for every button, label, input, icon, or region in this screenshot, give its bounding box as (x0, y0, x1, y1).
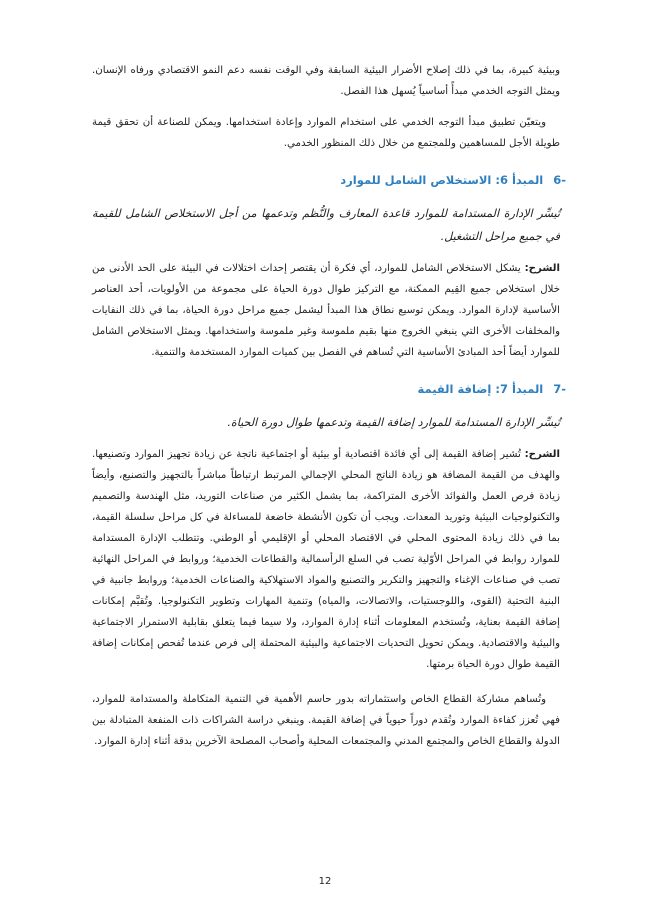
section-6-explanation-label: الشرح: (524, 263, 560, 274)
section-7-statement: تُيسِّر الإدارة المستدامة للموارد إضافة القيمة وتدعمها طوال دورة الحياة. (227, 416, 560, 429)
section-6-explanation-text: يشكل الاستخلاص الشامل للموارد، أي فكرة أن يقتصر إحداث اختلالات في البيئة على الحد الأدنى من خلال استخلاص جميع القِيم الممكنة، مع التركيز طوال دورة الحياة على مجموعة من الأولويات، أحد العناصر الأساسية لإدارة الموارد. ويمكن توسيع نطاق هذا المبدأ ليشمل جميع مراحل دورة الحياة، بما في ذلك النفايات والمخلفات الأخرى التي ينبغي الخروج منها بقيم ملموسة وغير ملموسة واستخدامها. ويمثل الاستخلاص الشامل للموارد أيضاً أحد المبادئ الأساسية التي تُساهم في الفصل بين كميات الموارد المستخدمة والتنمية. (92, 263, 560, 358)
section-7-explanation-label: الشرح: (524, 449, 560, 460)
section-7-heading (92, 377, 566, 401)
section-6-number: 6- (553, 173, 566, 187)
section-7-paragraph-2: وتُساهم مشاركة القطاع الخاص واستثماراته بدور حاسم الأهمية في التنمية المتكاملة والمستدامة للموارد، فهي تُعزز كفاءة الموارد وتُقدم دوراً حيوياً في إضافة القيمة. وينبغي دراسة الشراكات ذات المنفعة المتبادلة بين الدولة والقطاع الخاص والمجتمع المدني والمجتمعات المحلية وأصحاب المصلحة الآخرين بدقة أثناء إدارة الموارد. (92, 694, 560, 747)
section-7-title: المبدأ 7: إضافة القيمة (417, 382, 544, 396)
section-7-number: 7- (553, 382, 566, 396)
section-6-explanation (92, 258, 560, 363)
paragraph-intro-2: ويتعيّن تطبيق مبدأ التوجه الخدمي على استخدام الموارد وإعادة استخدامها. ويمكن للصناعة أن تحقق قيمة طويلة الأجل للمساهمين وللمجتمع من خلال ذلك المنظور الخدمي. (92, 117, 560, 149)
document-page (92, 60, 566, 752)
section-7-explanation (92, 444, 560, 675)
section-7-explanation-text: تُشير إضافة القيمة إلى أي فائدة اقتصادية أو بيئية أو اجتماعية ناتجة عن زيادة تجهيز الموارد وتصنيعها. والهدف من القيمة المضافة هو زيادة الناتج المحلي الإجمالي المرتبط ارتباطاً مباشراً بالتجهيز والتصنيع، وأيضاً زيادة فرص العمل والفوائد الأخرى المتراكمة، بما يشمل الكثير من صناعات التوريد، مثل الهندسة والتصميم والتكنولوجيات البيئية وتوريد المعدات. ويجب أن تكون الأنشطة خاضعة للمساءلة في كل مراحل سلسلة القيمة، بما في ذلك زيادة المحتوى المحلي في الاقتصاد المحلي أو الإقليمي أو الوطني. وتتطلب الإدارة المستدامة للموارد روابط في المراحل الأوّلية تصب في السلع الرأسمالية والقطاعات الخدمية؛ وروابط في المراحل النهائية تصب في صناعات الإغناء والتجهيز والتكرير والتصنيع والمواد الاستهلاكية والصناعات الخدمية؛ وروابط جانبية في البنية التحتية (القوى، واللوجستيات، والاتصالات، والمياه) وتنمية المهارات وتطوير التكنولوجيا. وتُقيَّم إمكانات إضافة القيمة بعناية، وتُستخدم المعلومات أثناء إدارة الموارد، ولا سيما فيما يتعلق بقابلية الاستمرار الاجتماعية والبيئية والاقتصادية. ويمكن تحويل التحديات الاجتماعية والبيئية المحتملة إلى فرص عندما تُفحص إمكانات إضافة القيمة طوال دورة الحياة برمتها. (92, 449, 560, 670)
paragraph-intro-1: وبيئية كبيرة، بما في ذلك إصلاح الأضرار البيئية السابقة وفي الوقت نفسه دعم النمو الاقتصادي ورفاه الإنسان. ويمثل التوجه الخدمي مبدأً أساسياً يُسهل هذا الفصل. (92, 65, 560, 97)
section-6-heading (92, 168, 566, 192)
section-6-title: المبدأ 6: الاستخلاص الشامل للموارد (340, 173, 544, 187)
page-number: 12 (318, 876, 332, 887)
section-6-statement: تُيسِّر الإدارة المستدامة للموارد قاعدة المعارف والنُّظم وتدعمها من أجل الاستخلاص الشامل للقيمة في جميع مراحل التشغيل. (92, 207, 560, 243)
